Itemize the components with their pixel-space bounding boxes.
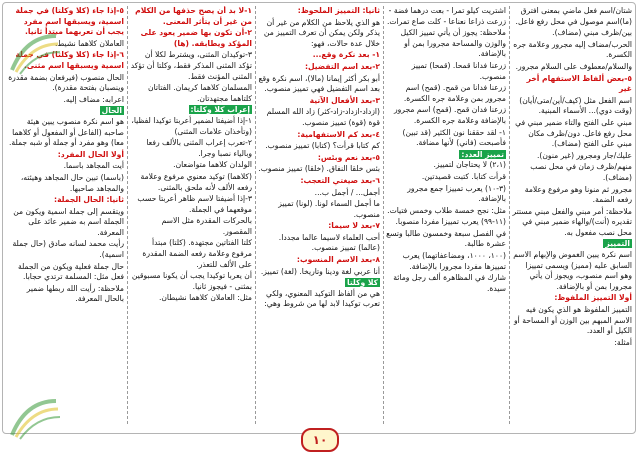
paragraph: ٢-تعرب إعراب المثنى بالألف رفعا وبالياء نصبا وجرا. bbox=[146, 138, 252, 158]
paragraph: اشتريت كيلو تمرا - بعت درهما فضة - زرعت ذراعا نعناعا - كلت صاع تمرات. bbox=[386, 6, 506, 26]
paragraph: الحرب/مضاف إليه مجرور وعلامة جره الكسرة. bbox=[513, 39, 632, 60]
paragraph: الحال bbox=[101, 106, 122, 116]
paragraph: منهم/ظرف زمان في محل نصب (مضاف). bbox=[530, 162, 632, 182]
paragraph: ١-إذا أضيفتا لضمير أعربتا توكيدا لفظيا، (وتأخذان علامات المثنى) bbox=[131, 115, 252, 136]
paragraph: عليك/جار ومجرور (غير منون). bbox=[536, 150, 632, 160]
paragraph: اعرابه: مضاف إليه. bbox=[63, 94, 124, 104]
paragraph: أمثلة: bbox=[614, 337, 632, 347]
paragraph: التمييز الملفوظ هو الذي يكون فيه الاسم المبهم بين الوزن أو المساحة أو الكيل أو العدد. bbox=[514, 305, 632, 336]
paragraph: شارك في المظاهرة ألف رجل ومائة سيدة. bbox=[393, 273, 506, 293]
paragraph: مثل: نجح خمسة طلاب وخمس فتيات. bbox=[387, 205, 506, 215]
paragraph: ويتقسم إلى جملة اسمية ويكون من الجملة اسم به ضمير عائد على المعرفة. bbox=[13, 206, 124, 237]
paragraph: هو اسم نكرة منصوب يبين هيئة صاحبه (الفاعل أو المفعول أو كلاهما معا) وهو مفرد أو جملة أو شبه جملة. bbox=[8, 116, 124, 148]
paragraph: ١-لا بد أن يصح حذفها من الكلام من غير أن يتأثر المعنى. bbox=[135, 6, 252, 26]
column-3 bbox=[258, 6, 380, 424]
paragraph: ١- بعد نكرة وقع... bbox=[312, 50, 380, 60]
paragraph: المسلمان كلاهما كريمان. الفتاتان كلتاهما مجتهدتان. bbox=[148, 83, 252, 103]
paragraph: أيت المجاهد باسما. bbox=[63, 161, 124, 171]
paragraph: والسلام/معطوف على السلام مجرور. bbox=[515, 61, 632, 71]
paragraph: في الفصل سبعة وخمسون طالبا وتسع عشرة طالبة. bbox=[386, 228, 506, 249]
paragraph: رأيت محمد لسانه صادق (حال جملة اسمية). bbox=[12, 239, 124, 260]
paragraph: ٨-بعد الاسم المنسوب: bbox=[296, 255, 380, 265]
paragraph: أجمل... / أجمل ب... bbox=[314, 187, 380, 197]
paragraph: ملاحظة: رأيت الله ربطها ضمير بالحال المعرفة. bbox=[26, 283, 124, 304]
paragraph: أحب العلماء لاسيما عالما مجددا. (عالما) تمييز منصوب. bbox=[278, 232, 380, 253]
paragraph: (باسما) تبين حال المجاهد وهيئته، والمجاهد صاحبها. bbox=[20, 172, 124, 193]
page-number: ١٠ bbox=[301, 428, 339, 452]
column-4 bbox=[130, 6, 252, 424]
paragraph: العاملان كلاهما نشيط. bbox=[54, 38, 124, 48]
paragraph: بالحركات المقدرة مثل الاسم المقصور. bbox=[161, 216, 252, 236]
paragraph: ملاحظة: أمر مبني والفعل مبني مستتر تقديره (أنت)/والهاء ضمير مبني في محل نصب مفعول به. bbox=[512, 206, 632, 237]
paragraph: إعراب كلا وكلتا: bbox=[190, 105, 250, 115]
paragraph: أن يعربا توكيدا يجب أن يكونا مسبوقين بمثنى - فيجوز ثانيا. bbox=[131, 271, 252, 291]
paragraph: مثل: العاملان كلاهما نشيطان. bbox=[158, 293, 252, 303]
paragraph: مجرور ثم منونا وهو مرفوع وعلامة رفعه الضمة. bbox=[524, 184, 632, 205]
paragraph: شتان/اسم فعل ماضي بمعنى افترق (ما)اسم موصول في محل رفع فاعل. bbox=[515, 6, 632, 26]
paragraph: ٣-بعد الأفعال الآتية bbox=[309, 95, 380, 105]
paragraph: بئس خلقا النفاق. (خلقا) تمييز منصوب. bbox=[258, 164, 380, 174]
paragraph: التمييز bbox=[605, 239, 630, 249]
paragraph: هي من ألفاظ التوكيد المعنوي، ولكي تعرب توكيدا لابد لها من شروط وهي: bbox=[264, 288, 380, 309]
paragraph: ٣-توكيدان المثنى، ويشترط لكلا أن تؤكد المثنى المذكر فقط، وكلتا أن تؤكد المثنى المؤنث فقط. bbox=[130, 50, 252, 81]
column-1 bbox=[512, 6, 632, 424]
paragraph: أبو بكر أكثر إيمانا (مالا)، اسم نكرة وقع بعد اسم التفضيل فهي تمييز منصوب. bbox=[258, 73, 380, 94]
paragraph: (٣-١٠) يعرب تمييزا جمع مجرور بالإضافة. bbox=[407, 183, 506, 204]
paragraph: زرعنا فدانا قمحا. (قمحا) تمييز منصوب. bbox=[411, 60, 506, 81]
paragraph: أولا الحال المفرد: bbox=[57, 149, 124, 159]
paragraph: قرأت كتابا. كتبت قصيدتين. bbox=[421, 171, 506, 181]
column-divider bbox=[383, 6, 384, 424]
paragraph: تمييز العدد: bbox=[461, 149, 504, 159]
paragraph: اسم الفعل مثل (كيف/أين/متى/أيان) (وقت دوي)... الأسماء المبنية. bbox=[519, 95, 632, 116]
paragraph: ٢-أن تكون بها ضمير يعود على المؤكد ويطابقه. (ها) bbox=[140, 28, 252, 48]
paragraph: (١١-٩٩) يعرب تمييزا مفردا منصوبا. bbox=[395, 217, 506, 227]
column-divider bbox=[127, 6, 128, 424]
paragraph: زرعنا فدان قمح. (قمح) اسم مجرور بالإضافة وعلامة جره الكسرة. bbox=[393, 105, 506, 125]
paragraph: ثانيا: التمييز الملحوظ: bbox=[297, 6, 380, 15]
paragraph: ٤-بعد كم الاستفهامية: bbox=[297, 129, 380, 139]
paragraph: ٥-إذا جاء (كلا وكلتا) في جملة اسمية، ويسبقها اسم مفرد يجب أن تعربهما مبتدأ ثانيا. bbox=[15, 6, 124, 37]
paragraph: (١٠٠، ١٠٠٠، ومضاعفاتهما) يعرب تمييزها مفردا مجرورا بالإضافة. bbox=[402, 251, 506, 271]
paragraph: أولا التمييز الملفوظ: bbox=[554, 293, 632, 303]
paragraph: هو الذي يلاحظ من الكلام من غير أن يذكر ولكن يمكن أن تعرف التمييز من خلال عدة حالات، فهو: bbox=[263, 17, 380, 48]
paragraph: ٣-إذا أضيفتا لاسم ظاهر أعربتا حسب موقعهما في الجملة. bbox=[137, 194, 252, 214]
paragraph: ١- لقد حققنا نون الكثير (قد تبين) فأصبحت (فاني) لأنها مضافة. bbox=[402, 127, 506, 148]
column-divider bbox=[255, 6, 256, 424]
logo-watermark-top bbox=[6, 30, 62, 76]
paragraph: ٥-بعد نعم وبئس: bbox=[317, 152, 380, 162]
paragraph: (٢،١) لا يحتاجان لتمييز. bbox=[433, 160, 506, 170]
paragraph: ٧-بعد لا سيما: bbox=[328, 221, 380, 231]
paragraph: أنا عربي لغة ودينا وتاريخا. (لغة) تمييز. bbox=[260, 266, 380, 276]
paragraph: ٥-بعض ألفاظ الاستفهام أخر غير bbox=[526, 73, 632, 94]
column-divider bbox=[509, 6, 510, 424]
paragraph: ٦-إذا جاء (كلا وكلتا) في جملة اسمية ويسبقها اسم مثنى. bbox=[15, 50, 124, 70]
paragraph: (كلاهما) توكيد معنوي مرفوع وعلامة رفعه الألف لأنه ملحق بالمثنى. bbox=[140, 171, 252, 192]
paragraph: كلا وكلتا bbox=[346, 278, 378, 288]
paragraph: مبني على الفتح والتاء ضمير مبني في محل رفع فاعل. دون/ظرف مكان مبني على الفتح (مضاف). bbox=[515, 117, 632, 149]
paragraph: (ازداد-ازداد-زاد-كثر) زاد الله المسلم قوة (قوة) تمييز منصوب. bbox=[266, 107, 380, 127]
logo-watermark-bottom bbox=[6, 395, 62, 441]
paragraph: ما أجمل السماء لونا. (لونا) تمييز منصوب. bbox=[278, 199, 380, 219]
paragraph: ٦-بعد صيغتي التعجب: bbox=[300, 175, 380, 185]
paragraph: ٢-بعد اسم التفضيل: bbox=[304, 61, 380, 71]
paragraph: ثانيا: الحال الجملة: bbox=[54, 195, 124, 205]
paragraph: اسم نكرة يبين الغموض والإبهام الاسم السابق عليه (مميز) ويسمى تمييزا وهو اسم منصوب، ويجوز أن يأتي مجرورا بمن أو بالإضافة. bbox=[513, 250, 632, 291]
paragraph: كلتا الفتاتين مجتهدة. (كلتا) مبتدأ مرفوع وعلامة رفعه الضمة المقدرة على الألف للتعذر. bbox=[142, 238, 252, 269]
paragraph: بين/ظرف مبني (مضاف). bbox=[552, 28, 632, 38]
paragraph: ملاحظة: يجوز أن يأتي تمييز الكيل والوزن والمساحة مجرورا بمن أو بالإضافة. bbox=[400, 28, 506, 59]
paragraph: زرعنا فدانا من قمح. (قمح) اسم مجرور بمن وعلامة جره الكسرة. bbox=[403, 83, 506, 103]
column-2 bbox=[386, 6, 506, 424]
paragraph: حال جملة فعلية ويكون من الجملة فعل مثل: المسلمة ترتدي حجابا. bbox=[17, 261, 124, 282]
paragraph: كم كتابا قرأت؟ (كتابا) تمييز منصوب. bbox=[265, 141, 380, 151]
paragraph: الحال منصوب (فيرفعان بضمة مقدرة وينصبان بفتحة مقدرة). bbox=[8, 72, 124, 93]
paragraph: الولدان كلاهما متواضعان. bbox=[173, 160, 252, 170]
